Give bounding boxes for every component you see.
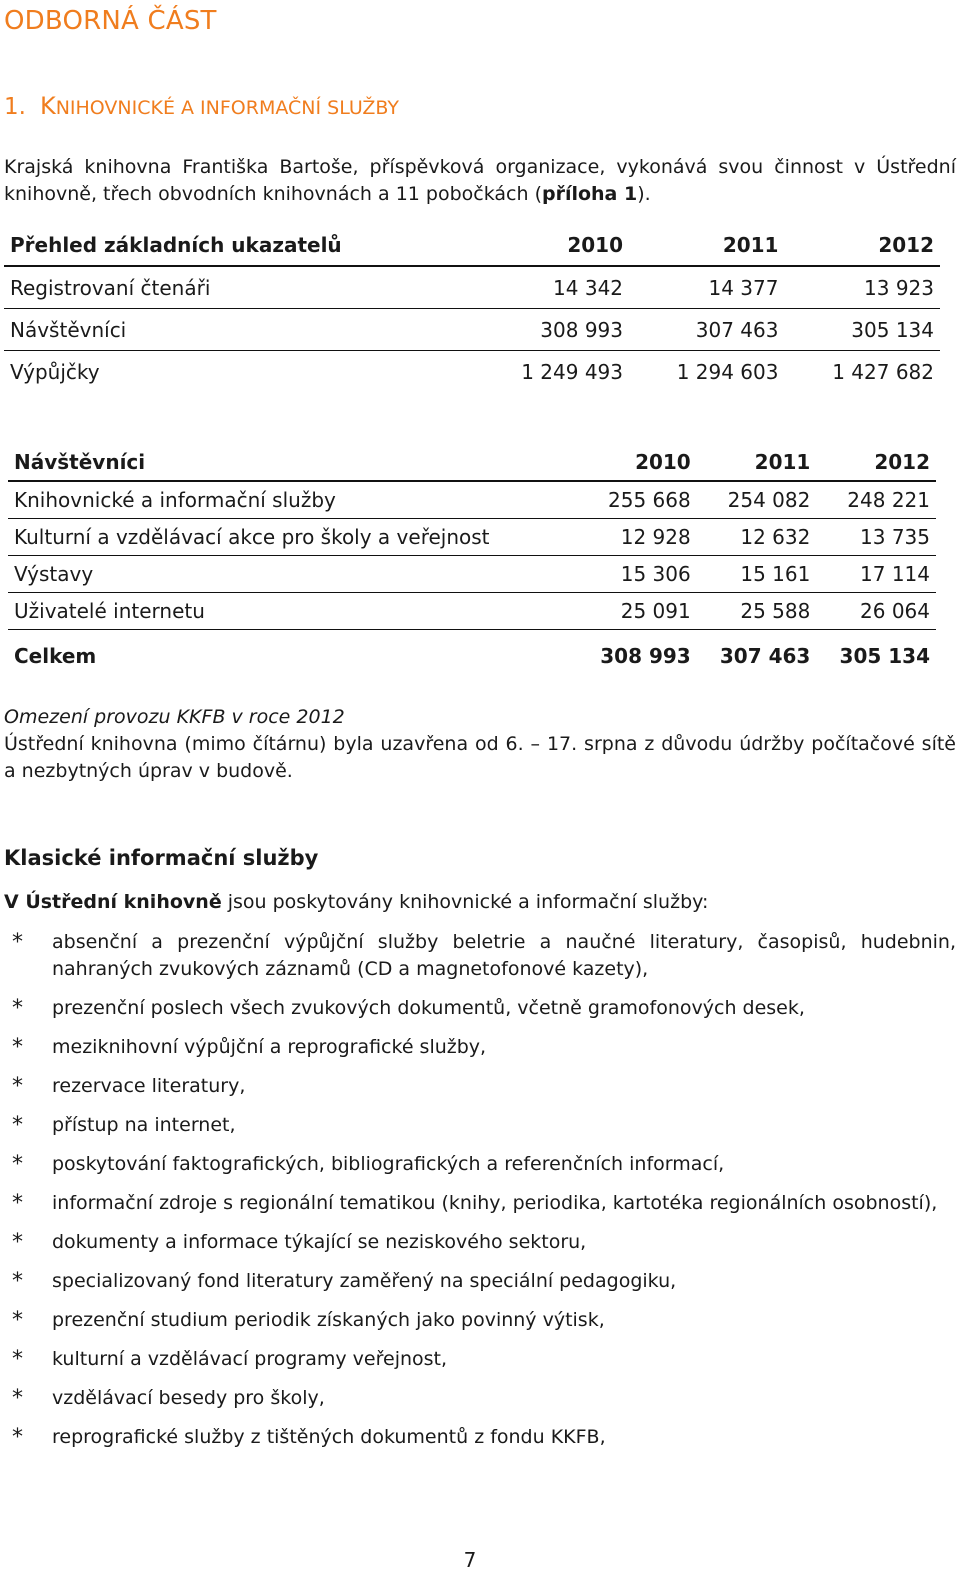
- cell-2012: 13 923: [784, 266, 940, 309]
- cell-2012: 305 134: [839, 644, 930, 668]
- cell-2012: 13 735: [816, 519, 936, 556]
- services-list: [4, 929, 956, 1463]
- bullet-asterisk-icon: *: [12, 1425, 23, 1450]
- cell-2012: 1 427 682: [832, 359, 934, 384]
- list-item: [4, 1424, 956, 1451]
- list-item-text: absenční a prezenční výpůjční služby beletrie a naučné literatury, časopisů, hudebnin, nahraných zvukových záznamů (CD a magnetofonové kazety),: [52, 931, 956, 980]
- note-title: Omezení provozu KKFB v roce 2012: [4, 706, 345, 728]
- list-item-text: vzdělávací besedy pro školy,: [52, 1387, 325, 1409]
- list-item: [4, 1229, 956, 1256]
- chapter-title-initial: K: [39, 92, 56, 120]
- row-label: Výpůjčky: [10, 359, 100, 384]
- chapter-number: 1.: [4, 94, 26, 120]
- table-header-year: 2011: [697, 444, 817, 481]
- visitors-table: [8, 444, 936, 682]
- table-header-row: [8, 444, 936, 481]
- list-item-text: kulturní a vzdělávací programy veřejnost,: [52, 1348, 448, 1370]
- bullet-asterisk-icon: *: [12, 1269, 23, 1294]
- row-label: Knihovnické a informační služby: [8, 481, 577, 519]
- intro-appendix-ref: příloha 1: [541, 183, 638, 205]
- cell-2012: 26 064: [816, 593, 936, 630]
- table-row: [8, 593, 936, 630]
- bullet-asterisk-icon: *: [12, 930, 23, 955]
- list-item: [4, 1151, 956, 1178]
- list-item: [4, 1346, 956, 1373]
- bullet-asterisk-icon: *: [12, 1347, 23, 1372]
- cell-2011: 307 463: [629, 309, 784, 351]
- note-text: Ústřední knihovna (mimo čítárnu) byla uzavřena od 6. – 17. srpna z důvodu údržby počítačové sítě a nezbytných úprav v budově.: [4, 733, 956, 782]
- bullet-asterisk-icon: *: [12, 1308, 23, 1333]
- bullet-asterisk-icon: *: [12, 1152, 23, 1177]
- cell-2010: 14 342: [474, 266, 629, 309]
- chapter-title: [4, 92, 399, 120]
- services-intro: [4, 889, 708, 916]
- services-intro-bold: V Ústřední knihovně: [4, 891, 222, 913]
- cell-2011: 25 588: [697, 593, 817, 630]
- cell-2011: 14 377: [629, 266, 784, 309]
- list-item-text: reprografické služby z tištěných dokumentů z fondu KKFB,: [52, 1426, 606, 1448]
- page-number: 7: [463, 1548, 477, 1572]
- list-item: [4, 1073, 956, 1100]
- list-item: [4, 1034, 956, 1061]
- table-header-row: [4, 224, 940, 266]
- cell-2010: 12 928: [577, 519, 697, 556]
- row-label: Návštěvníci: [4, 309, 474, 351]
- section-title: ODBORNÁ ČÁST: [4, 6, 217, 36]
- table-header-label: Přehled základních ukazatelů: [4, 224, 474, 266]
- row-label: Výstavy: [8, 556, 577, 593]
- cell-2010: 308 993: [600, 644, 691, 668]
- list-item: [4, 1268, 956, 1295]
- bullet-asterisk-icon: *: [12, 1035, 23, 1060]
- list-item-text: specializovaný fond literatury zaměřený na speciální pedagogiku,: [52, 1270, 677, 1292]
- table-header-year: 2010: [577, 444, 697, 481]
- bullet-asterisk-icon: *: [12, 1230, 23, 1255]
- list-item-text: dokumenty a informace týkající se neziskového sektoru,: [52, 1231, 587, 1253]
- services-heading: Klasické informační služby: [4, 846, 319, 870]
- bullet-asterisk-icon: *: [12, 1386, 23, 1411]
- list-item-text: informační zdroje s regionální tematikou (knihy, periodika, kartotéka regionálních osobností),: [52, 1192, 938, 1214]
- cell-2012: 17 114: [816, 556, 936, 593]
- table-row: [4, 266, 940, 309]
- row-label: Uživatelé internetu: [8, 593, 577, 630]
- cell-2010: 15 306: [577, 556, 697, 593]
- intro-text: Krajská knihovna Františka Bartoše, příspěvková organizace, vykonává svou činnost v Ústřední knihovně, třech obvodních knihovnách a 11 pobočkách (: [4, 156, 956, 205]
- operation-restriction-note: [4, 704, 956, 785]
- list-item: [4, 1307, 956, 1334]
- row-label: Kulturní a vzdělávací akce pro školy a veřejnost: [8, 519, 577, 556]
- table-header-year: 2012: [816, 444, 936, 481]
- row-label: Celkem: [14, 644, 97, 668]
- bullet-asterisk-icon: *: [12, 996, 23, 1021]
- list-item: [4, 1112, 956, 1139]
- row-label: Registrovaní čtenáři: [4, 266, 474, 309]
- bullet-asterisk-icon: *: [12, 1191, 23, 1216]
- list-item: [4, 929, 956, 983]
- intro-paragraph: [4, 154, 956, 208]
- cell-2011: 307 463: [719, 644, 811, 668]
- table-row: [8, 481, 936, 519]
- cell-2010: 25 091: [577, 593, 697, 630]
- list-item-text: prezenční poslech všech zvukových dokumentů, včetně gramofonových desek,: [52, 997, 805, 1019]
- list-item-text: prezenční studium periodik získaných jako povinný výtisk,: [52, 1309, 605, 1331]
- table-row: [4, 351, 940, 393]
- total-row: [8, 630, 936, 683]
- list-item-text: přístup na internet,: [52, 1114, 236, 1136]
- table-row: [8, 519, 936, 556]
- list-item-text: poskytování faktografických, bibliografických a referenčních informací,: [52, 1153, 725, 1175]
- table-row: [4, 309, 940, 351]
- cell-2010: 1 249 493: [521, 359, 624, 384]
- cell-2012: 305 134: [784, 309, 940, 351]
- cell-2011: 15 161: [697, 556, 817, 593]
- list-item-text: rezervace literatury,: [52, 1075, 246, 1097]
- cell-2011: 254 082: [697, 481, 817, 519]
- table-header-year: 2011: [629, 224, 784, 266]
- bullet-asterisk-icon: *: [12, 1113, 23, 1138]
- chapter-title-rest: NIHOVNICKÉ A INFORMAČNÍ SLUŽBY: [55, 97, 400, 119]
- cell-2012: 248 221: [816, 481, 936, 519]
- bullet-asterisk-icon: *: [12, 1074, 23, 1099]
- services-intro-rest: jsou poskytovány knihovnické a informační služby:: [221, 891, 709, 913]
- cell-2011: 1 294 603: [676, 359, 779, 384]
- table-header-year: 2010: [474, 224, 629, 266]
- table-header-year: 2012: [784, 224, 940, 266]
- intro-end: ).: [637, 183, 651, 205]
- list-item: [4, 1190, 956, 1217]
- table-header-label: Návštěvníci: [8, 444, 577, 481]
- list-item-text: meziknihovní výpůjční a reprografické služby,: [52, 1036, 487, 1058]
- basic-indicators-table: [4, 224, 940, 392]
- cell-2011: 12 632: [697, 519, 817, 556]
- cell-2010: 308 993: [474, 309, 629, 351]
- list-item: [4, 995, 956, 1022]
- table-row: [8, 556, 936, 593]
- list-item: [4, 1385, 956, 1412]
- cell-2010: 255 668: [577, 481, 697, 519]
